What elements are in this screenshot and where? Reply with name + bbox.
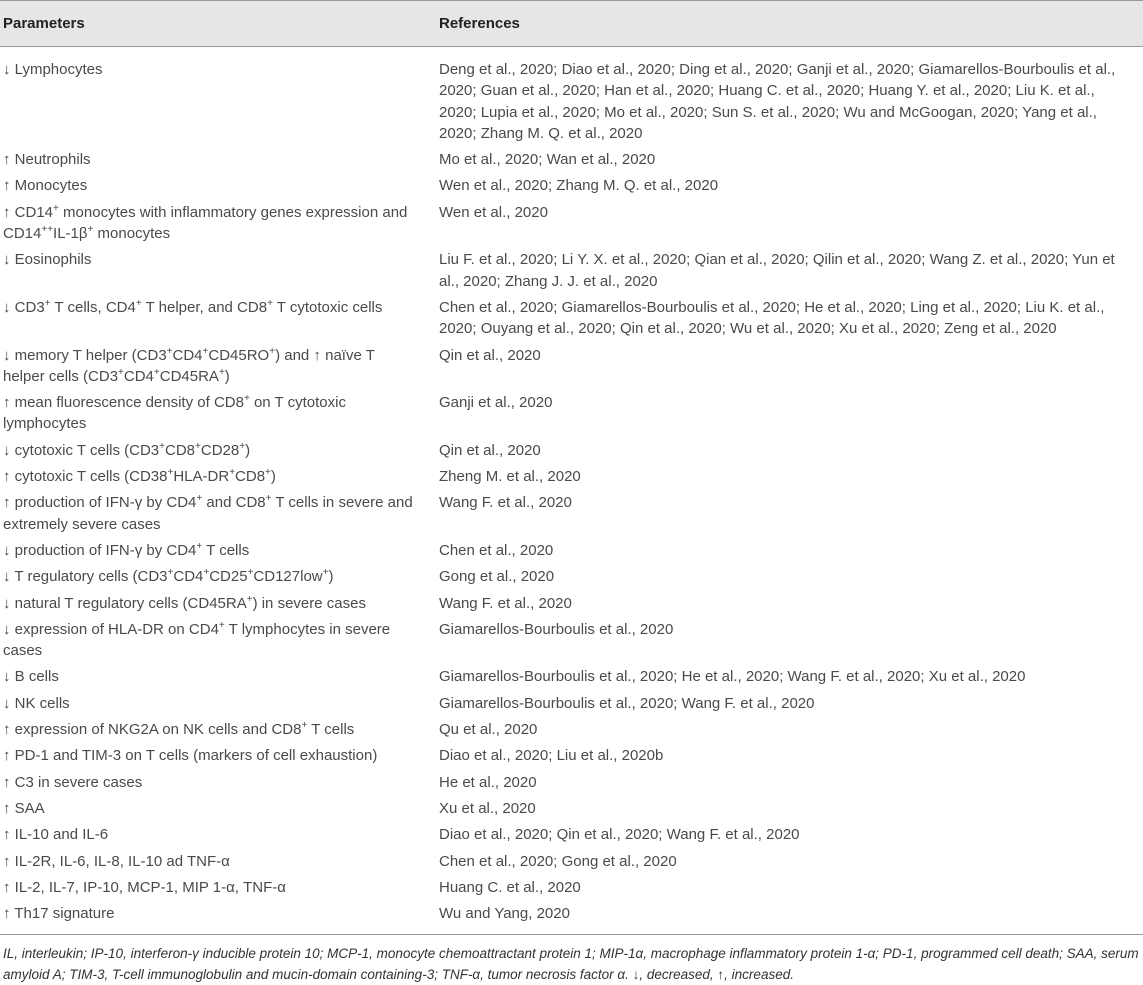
table-row [0,247,1143,295]
table-row [0,295,1143,343]
table-row [0,564,1143,590]
references-cell: Qu et al., 2020 [439,721,538,739]
superscript: + [265,467,271,479]
table-row [0,875,1143,901]
parameter-text: ↓ NK cells [3,694,70,712]
parameter-text: ↓ expression of HLA-DR on CD4 [3,620,219,638]
parameter-cell [0,901,431,935]
parameter-cell [0,796,431,822]
table-row [0,464,1143,490]
parameter-cell [0,691,431,717]
parameter-text: ↑ IL-10 and IL-6 [3,826,109,844]
references-cell: Wang F. et al., 2020 [439,594,572,612]
parameter-text: ↓ production of IFN-γ by CD4 [3,541,197,559]
superscript: + [87,224,94,236]
parameter-text: T cells [307,721,355,739]
superscript: + [322,567,329,579]
parameter-text: ↑ IL-2R, IL-6, IL-8, IL-10 ad TNF-α [3,852,230,870]
superscript: + [196,540,203,552]
references-cell: Gong et al., 2020 [439,568,555,586]
parameter-text: ↑ cytotoxic T cells (CD38 [3,468,168,486]
superscript: ++ [41,224,54,236]
parameter-cell [0,343,431,391]
superscript: + [265,493,272,505]
table-row [0,173,1143,199]
parameter-text: ) [245,441,251,459]
parameter-text: CD4 [123,367,154,385]
references-cell: Deng et al., 2020; Diao et al., 2020; Ding et al., 2020; Ganji et al., 2020; Giamarellos-Bourboulis et al., 2020; Guan et al., 2020; Han et al., 2020; Huang C. et al., 2020; Huang Y. et al., 2020; Liu K. et al., 2020; Lupia et al., 2020; Mo et al., 2020; Sun S. et al., 2020; Wu and McGoogan, 2020; Yang et al., 2020; Zhang M. Q. et al., 2020 [439,61,1116,142]
parameter-text: T cells, CD4 [50,298,136,316]
table-row [0,47,1143,148]
parameter-text: CD4 [172,346,203,364]
table-row [0,490,1143,538]
table-row [0,591,1143,617]
parameter-cell [0,200,431,248]
references-cell: Wang F. et al., 2020 [439,494,572,512]
superscript: + [218,619,225,631]
table-row [0,147,1143,173]
parameter-text: CD45RO [208,346,270,364]
table-row [0,717,1143,743]
parameter-cell [0,743,431,769]
references-cell: Wen et al., 2020 [439,203,548,221]
references-cell: Chen et al., 2020; Gong et al., 2020 [439,852,677,870]
references-cell: Huang C. et al., 2020 [439,878,581,896]
table-row [0,343,1143,391]
parameter-text: ↑ expression of NKG2A on NK cells and CD8 [3,721,302,739]
parameter-cell [0,591,431,617]
parameter-cell [0,438,431,464]
references-cell: Liu F. et al., 2020; Li Y. X. et al., 2020; Qian et al., 2020; Qilin et al., 2020; Wang Z. et al., 2020; Yun et al., 2020; Zhang J. J. et al., 2020 [439,251,1115,290]
parameter-cell [0,295,431,343]
parameter-text: ) [270,468,276,486]
parameter-text: ↑ SAA [3,799,45,817]
superscript: + [203,567,210,579]
references-cell: Giamarellos-Bourboulis et al., 2020 [439,620,674,638]
parameter-text: T helper, and CD8 [141,298,268,316]
parameter-cell [0,47,431,148]
references-cell: Diao et al., 2020; Qin et al., 2020; Wang F. et al., 2020 [439,826,800,844]
superscript: + [44,297,51,309]
parameter-cell [0,564,431,590]
parameter-text: ↑ C3 in severe cases [3,773,143,791]
parameter-text: CD45RA [159,367,219,385]
superscript: + [269,345,276,357]
superscript: + [218,366,225,378]
references-cell: Giamarellos-Bourboulis et al., 2020; Wang F. et al., 2020 [439,694,815,712]
parameter-text: ) [224,367,230,385]
superscript: + [135,297,142,309]
parameter-cell [0,875,431,901]
parameter-cell [0,390,431,438]
table-row [0,691,1143,717]
references-cell: Xu et al., 2020 [439,799,536,817]
table-row [0,901,1143,935]
parameter-cell [0,464,431,490]
references-cell: Wu and Yang, 2020 [431,901,1143,935]
parameter-cell [0,173,431,199]
table-row [0,390,1143,438]
parameter-text: ↑ PD-1 and TIM-3 on T cells (markers of cell exhaustion) [3,747,378,765]
superscript: + [53,202,59,214]
parameter-cell [0,822,431,848]
table-footnote: IL, interleukin; IP-10, interferon-γ inducible protein 10; MCP-1, monocyte chemoattractant protein 1; MIP-1α, macrophage inflammatory protein 1-α; PD-1, programmed cell death; SAA, serum amyloid A; TIM-3, T-cell immunoglobulin and mucin-domain containing-3; TNF-α, tumor necrosis factor α. ↓, decreased, ↑, increased. [3,946,1139,983]
superscript: + [239,440,246,452]
parameter-text: ↑ Th17 signature [3,905,115,923]
references-cell: Qin et al., 2020 [439,441,541,459]
parameter-text: ↓ T regulatory cells (CD3 [3,568,168,586]
references-cell: Chen et al., 2020; Giamarellos-Bourboulis et al., 2020; He et al., 2020; Ling et al., 2020; Liu K. et al., 2020; Ouyang et al., 2020; Qin et al., 2020; Wu et al., 2020; Xu et al., 2020; Zeng et al., 2020 [439,298,1105,338]
parameter-text: and CD8 [202,494,266,512]
parameter-text: ↑ mean fluorescence density of CD8 [3,394,244,412]
parameter-text: ↑ CD14 [3,203,54,221]
table-row [0,200,1143,248]
parameter-text: ↑ Neutrophils [3,151,91,169]
table-row [0,438,1143,464]
parameter-text: CD25 [209,568,248,586]
parameter-text: ↓ Eosinophils [3,251,92,269]
table-row [0,849,1143,875]
parameter-text: T cells [202,541,250,559]
references-cell: Wen et al., 2020; Zhang M. Q. et al., 2020 [439,177,719,195]
parameter-text: CD8 [165,441,196,459]
references-cell: Mo et al., 2020; Wan et al., 2020 [439,151,656,169]
references-cell: Chen et al., 2020 [439,541,554,559]
table-row [0,664,1143,690]
table-row [0,743,1143,769]
references-cell: Ganji et al., 2020 [439,394,553,412]
references-cell: Zheng M. et al., 2020 [439,468,581,486]
parameter-cell [0,617,431,665]
parameter-cell [0,247,431,295]
parameter-text: ↑ production of IFN-γ by CD4 [3,494,197,512]
parameter-text: T cytotoxic cells [272,298,383,316]
parameter-text: T cells in severe and extremely severe cases [3,494,413,533]
parameter-cell [0,147,431,173]
references-cell: Diao et al., 2020; Liu et al., 2020b [439,747,664,765]
parameter-cell [0,490,431,538]
references-cell: Qin et al., 2020 [439,346,541,364]
parameter-cell [0,664,431,690]
superscript: + [153,366,160,378]
parameter-text: ↓ natural T regulatory cells (CD45RA [3,594,247,612]
superscript: + [196,493,203,505]
parameter-cell [0,717,431,743]
parameter-text: ↓ Lymphocytes [3,61,103,78]
parameter-cell [0,849,431,875]
parameter-text: ↑ IL-2, IL-7, IP-10, MCP-1, MIP 1-α, TNF-α [3,878,286,896]
header-row [0,1,1143,47]
superscript: + [166,345,173,357]
references-cell: Giamarellos-Bourboulis et al., 2020; He et al., 2020; Wang F. et al., 2020; Xu et al., 2020 [439,668,1026,686]
superscript: + [167,467,174,479]
parameter-text: CD127low [253,568,323,586]
header-references: References [431,1,1143,47]
references-cell: He et al., 2020 [439,773,537,791]
table-row [0,822,1143,848]
parameter-text: CD4 [173,568,204,586]
parameter-text: ↑ Monocytes [3,177,88,195]
parameter-cell [0,770,431,796]
superscript: + [118,366,124,378]
parameter-text: ↓ memory T helper (CD3 [3,346,167,364]
parameter-text: CD28 [200,441,240,459]
parameter-text: IL-1β [53,225,88,243]
superscript: + [159,440,165,452]
parameter-text: CD8 [235,468,266,486]
parameter-cell [0,538,431,564]
superscript: + [195,440,201,452]
superscript: + [202,345,209,357]
parameter-text: monocytes with inflammatory genes expression and CD14 [3,203,408,243]
parameter-text: ↓ cytotoxic T cells (CD3 [3,441,160,459]
parameter-text: ↓ CD3 [3,298,45,316]
table-row [0,796,1143,822]
parameter-text: ) [328,568,334,586]
superscript: + [229,467,236,479]
superscript: + [246,593,253,605]
parameter-text: ) and ↑ naïve T helper cells (CD3 [3,346,375,385]
superscript: + [243,393,250,405]
parameter-text: monocytes [93,225,171,243]
table-row [0,770,1143,796]
superscript: + [247,567,254,579]
table-row [0,617,1143,665]
table-row [0,538,1143,564]
parameter-text: T lymphocytes in severe cases [3,620,391,660]
parameter-text: ↓ B cells [3,668,59,686]
parameter-text: on T cytotoxic lymphocytes [3,394,346,433]
header-parameters: Parameters [0,1,431,47]
parameter-text: ) in severe cases [252,594,366,612]
superscript: + [167,567,174,579]
superscript: + [301,720,308,732]
parameter-text: HLA-DR [173,468,230,486]
superscript: + [267,297,273,309]
